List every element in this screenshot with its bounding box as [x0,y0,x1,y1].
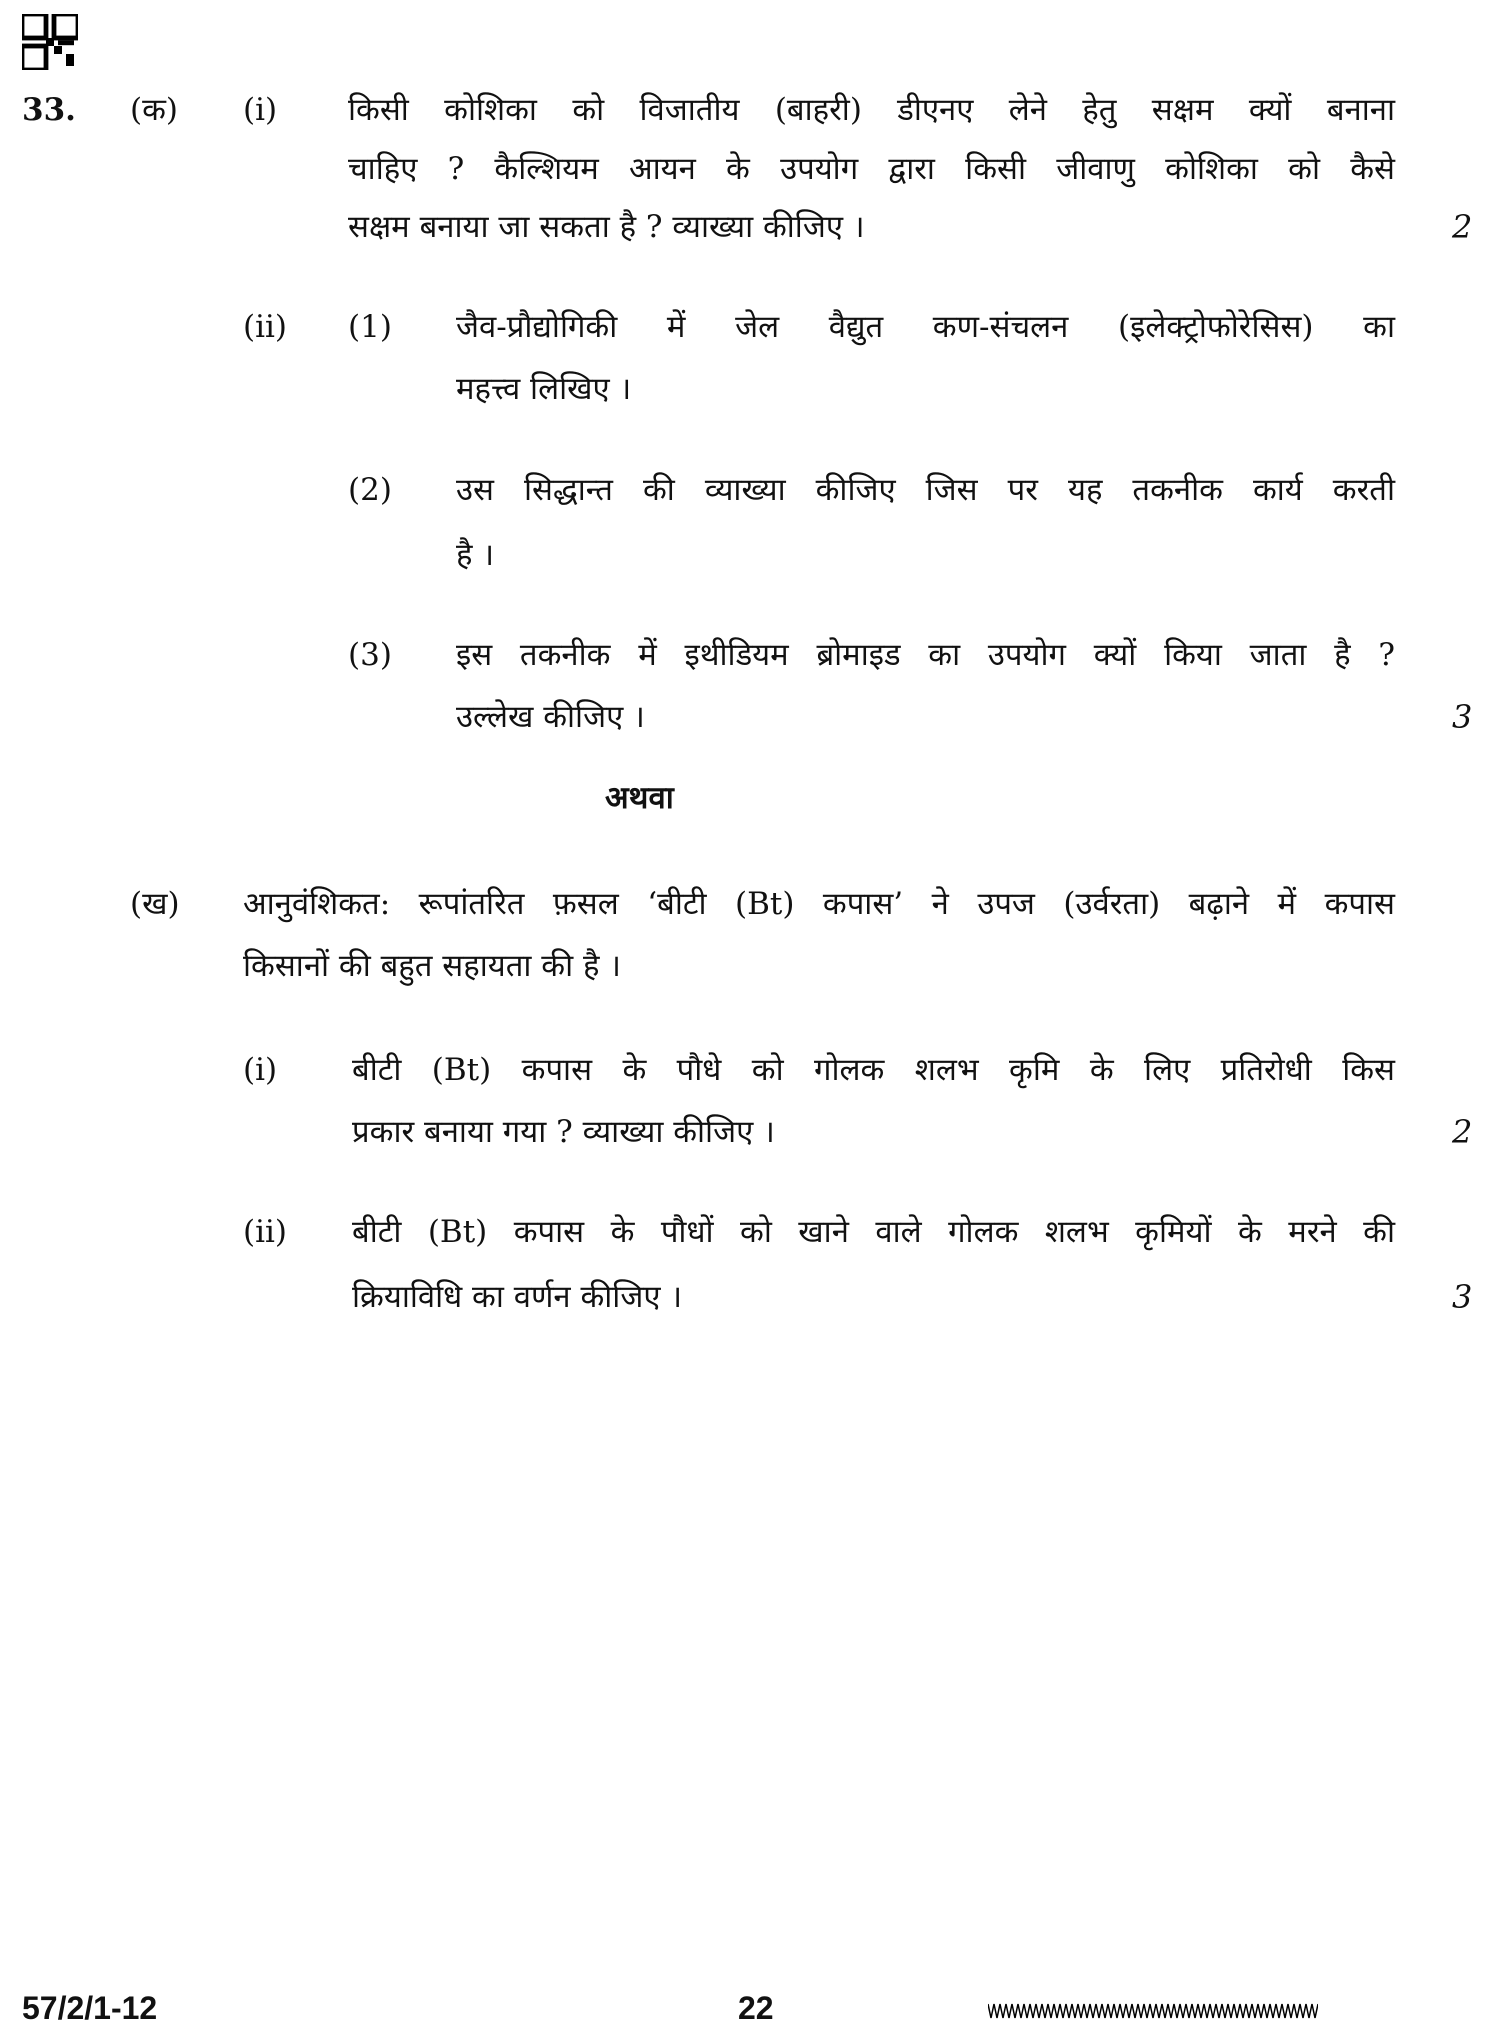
text-line: किसानों की बहुत सहायता की है । [243,948,622,984]
part-b-ii-label: (ii) [243,1214,288,1250]
question-number: 33. [22,92,76,128]
text-line: बीटी (Bt) कपास के पौधों को खाने वाले गोलक शलभ कृमियों के मरने की [352,1214,1395,1250]
text-line: उल्लेख कीजिए । [456,699,645,735]
text-line: है । [456,537,495,573]
marks: 2 [1452,1113,1473,1151]
part-a-label: (क) [130,92,178,128]
wavy-line-decoration [988,2002,1318,2020]
part-a-ii-label: (ii) [243,309,288,345]
marks: 3 [1452,698,1473,736]
page-number: 22 [738,1990,774,2026]
part-b-label: (ख) [130,886,180,922]
or-label: अथवा [605,780,674,816]
text-line: इस तकनीक में इथीडियम ब्रोमाइड का उपयोग क्यों किया जाता है ? [456,637,1395,673]
text-line: प्रकार बनाया गया ? व्याख्या कीजिए । [352,1114,775,1150]
marks: 2 [1452,208,1473,246]
text-line: चाहिए ? कैल्शियम आयन के उपयोग द्वारा किसी जीवाणु कोशिका को कैसे [348,151,1395,187]
sub-label: (2) [348,472,392,508]
part-a-i-label: (i) [243,92,278,128]
text-line: सक्षम बनाया जा सकता है ? व्याख्या कीजिए । [348,209,865,245]
paper-code: 57/2/1-12 [22,1990,158,2026]
text-line: आनुवंशिकत: रूपांतरित फ़सल ‘बीटी (Bt) कपास’ ने उपज (उर्वरता) बढ़ाने में कपास [243,886,1395,922]
part-b-i-label: (i) [243,1052,278,1088]
text-line: किसी कोशिका को विजातीय (बाहरी) डीएनए लेने हेतु सक्षम क्यों बनाना [348,92,1395,128]
sub-label: (3) [348,637,392,673]
sub-label: (1) [348,309,392,345]
text-line: जैव-प्रौद्योगिकी में जेल वैद्युत कण-संचलन (इलेक्ट्रोफोरेसिस) का [456,309,1395,345]
marks: 3 [1452,1278,1473,1316]
qr-code-icon [22,14,78,70]
text-line: बीटी (Bt) कपास के पौधे को गोलक शलभ कृमि के लिए प्रतिरोधी किस [352,1052,1395,1088]
text-line: क्रियाविधि का वर्णन कीजिए । [352,1279,683,1315]
text-line: महत्त्व लिखिए । [456,371,632,407]
text-line: उस सिद्धान्त की व्याख्या कीजिए जिस पर यह तकनीक कार्य करती [456,472,1395,508]
